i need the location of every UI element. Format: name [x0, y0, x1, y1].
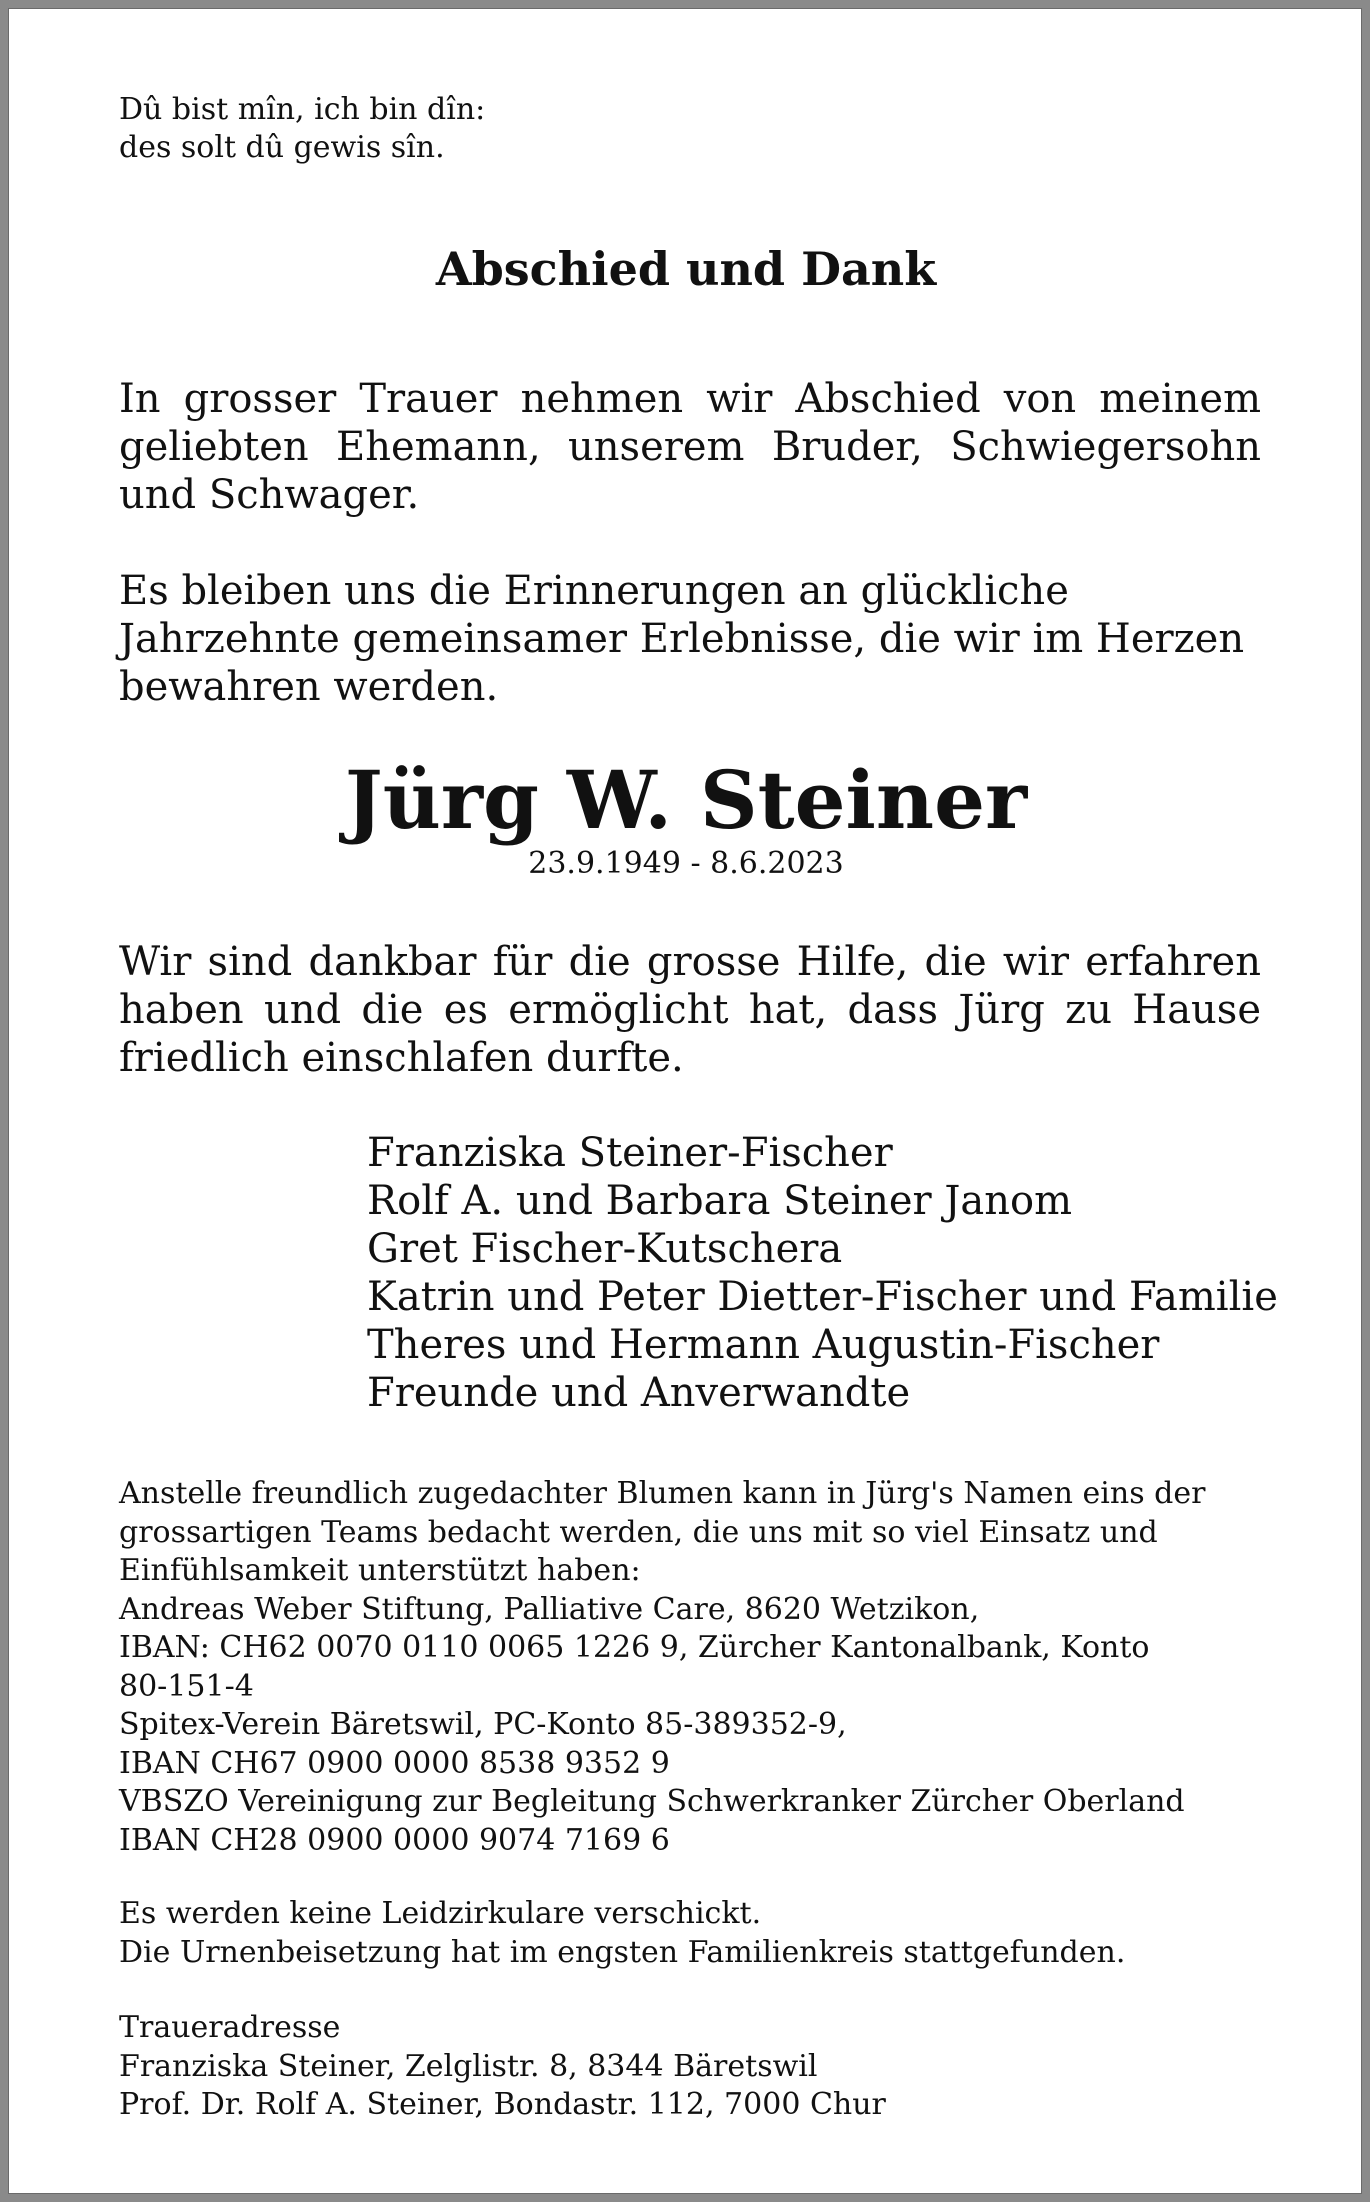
signatory: Freunde und Anverwandte [367, 1370, 911, 1416]
signatories-list [367, 1129, 1278, 1417]
signatory: Franziska Steiner-Fischer [367, 1130, 893, 1176]
obituary-notice [8, 8, 1362, 2194]
funeral-notes [119, 1895, 1319, 1972]
donation-line: Spitex-Verein Bäretswil, PC-Konto 85-389352-9, [119, 1707, 847, 1742]
motto-verse [119, 91, 485, 167]
signatory: Rolf A. und Barbara Steiner Janom [367, 1178, 1073, 1224]
donation-line: IBAN: CH62 0070 0110 0065 1226 9, Zürcher Kantonalbank, Konto [119, 1630, 1150, 1665]
donation-info [119, 1475, 1319, 1860]
gratitude-paragraph: Wir sind dankbar für die grosse Hilfe, die wir erfahren haben und die es ermöglicht hat, dass Jürg zu Hause friedlich einschlafen durfte. [119, 939, 1261, 1081]
life-dates: 23.9.1949 - 8.6.2023 [528, 846, 844, 881]
donation-line: 80-151-4 [119, 1668, 254, 1704]
address-line: Prof. Dr. Rolf A. Steiner, Bondastr. 112, 7000 Chur [119, 2087, 886, 2122]
memories-line: bewahren werden. [119, 664, 499, 710]
donation-line: grossartigen Teams bedacht werden, die uns mit so viel Einsatz und [119, 1514, 1158, 1550]
note-line: Es werden keine Leidzirkulare verschickt. [119, 1896, 762, 1931]
memories-paragraph [119, 567, 1261, 711]
signatory: Theres und Hermann Augustin-Fischer [367, 1322, 1160, 1368]
deceased-name: Jürg W. Steiner [344, 753, 1028, 847]
donation-line: VBSZO Vereinigung zur Begleitung Schwerkranker Zürcher Oberland [119, 1784, 1185, 1819]
note-line: Die Urnenbeisetzung hat im engsten Familienkreis stattgefunden. [119, 1934, 1126, 1970]
donation-line: IBAN CH67 0900 0000 8538 9352 9 [119, 1745, 670, 1781]
farewell-paragraph: In grosser Trauer nehmen wir Abschied von meinem geliebten Ehemann, unserem Bruder, Schwiegersohn und Schwager. [119, 376, 1261, 518]
donation-line: Einfühlsamkeit unterstützt haben: [119, 1553, 641, 1588]
donation-line: Andreas Weber Stiftung, Palliative Care, 8620 Wetzikon, [119, 1591, 980, 1627]
donation-line: Anstelle freundlich zugedachter Blumen kann in Jürg's Namen eins der [119, 1476, 1206, 1511]
signatory: Gret Fischer-Kutschera [367, 1226, 843, 1272]
memories-line: Es bleiben uns die Erinnerungen an glückliche [119, 568, 1069, 614]
motto-line: Dû bist mîn, ich bin dîn: [119, 92, 486, 127]
signatory: Katrin und Peter Dietter-Fischer und Familie [367, 1274, 1278, 1320]
motto-line: des solt dû gewis sîn. [119, 130, 445, 165]
mourning-address [119, 2009, 1319, 2125]
address-title: Traueradresse [119, 2010, 341, 2045]
address-line: Franziska Steiner, Zelglistr. 8, 8344 Bäretswil [119, 2048, 818, 2084]
notice-heading: Abschied und Dank [435, 242, 937, 296]
donation-line: IBAN CH28 0900 0000 9074 7169 6 [119, 1822, 670, 1858]
memories-line: Jahrzehnte gemeinsamer Erlebnisse, die wir im Herzen [119, 616, 1245, 662]
